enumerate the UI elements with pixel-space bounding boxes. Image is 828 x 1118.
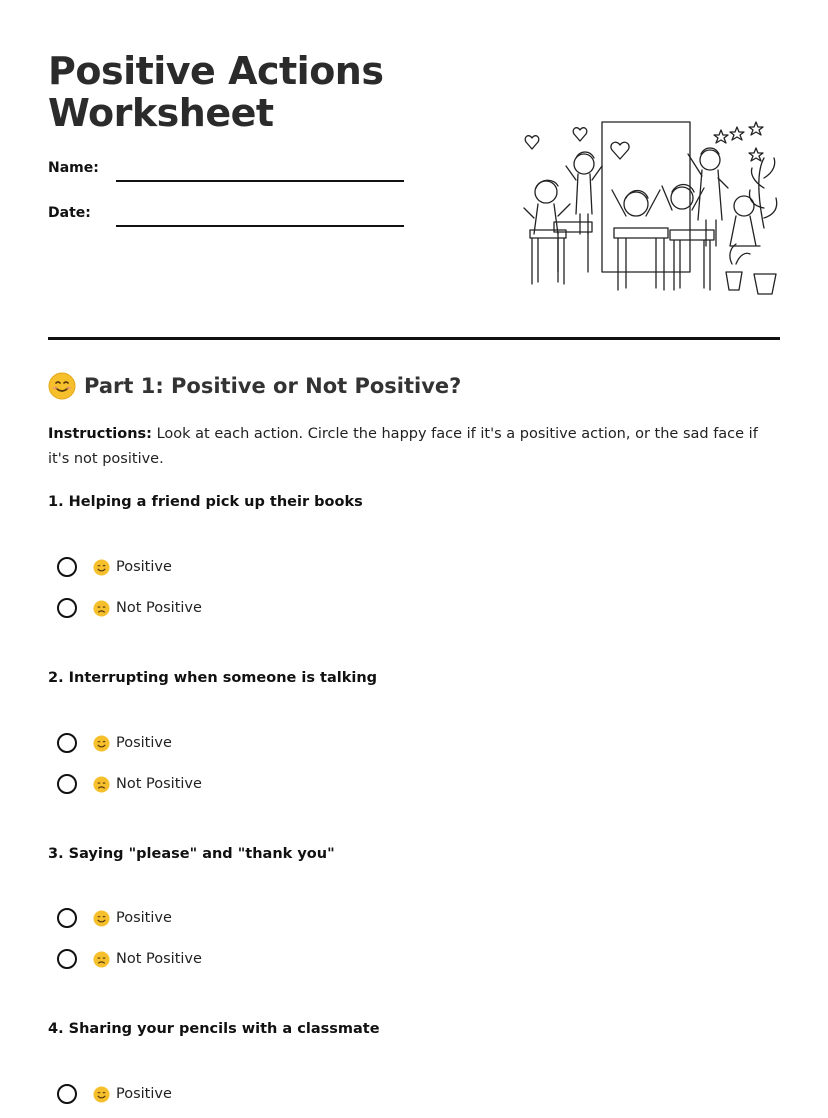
- option-not-positive[interactable]: [57, 949, 202, 969]
- instructions-text: Look at each action. Circle the happy face if it's a positive action, or the sad face if it's not positive.: [48, 426, 758, 467]
- radio-button[interactable]: [57, 598, 77, 618]
- classroom-kids-illustration: [518, 118, 780, 298]
- heart-icon: [573, 128, 587, 141]
- option-label: Not Positive: [116, 600, 202, 616]
- radio-button[interactable]: [57, 557, 77, 577]
- option-label: Not Positive: [116, 776, 202, 792]
- option-positive[interactable]: [57, 1084, 172, 1104]
- page-title: [48, 50, 383, 134]
- star-icon: [730, 127, 744, 140]
- option-not-positive[interactable]: [57, 774, 202, 794]
- radio-button[interactable]: [57, 908, 77, 928]
- star-icon: [714, 130, 728, 143]
- name-label: Name:: [48, 160, 99, 176]
- radio-button[interactable]: [57, 733, 77, 753]
- radio-button[interactable]: [57, 949, 77, 969]
- heart-icon: [611, 142, 629, 159]
- option-label: Positive: [116, 735, 172, 751]
- question-4: 4. Sharing your pencils with a classmate: [48, 1021, 380, 1037]
- instructions-label: Instructions:: [48, 426, 152, 442]
- section-heading-part-1: [48, 372, 461, 400]
- star-icon: [749, 148, 763, 161]
- option-label: Positive: [116, 559, 172, 575]
- smiling-face-icon: [93, 1086, 110, 1103]
- radio-button[interactable]: [57, 1084, 77, 1104]
- date-label: Date:: [48, 205, 91, 221]
- name-field[interactable]: [116, 180, 404, 182]
- smiling-face-icon: [93, 559, 110, 576]
- sad-face-icon: [93, 951, 110, 968]
- star-icon: [749, 122, 763, 135]
- option-not-positive[interactable]: [57, 598, 202, 618]
- heart-icon: [525, 136, 539, 149]
- sad-face-icon: [93, 776, 110, 793]
- sad-face-icon: [93, 600, 110, 617]
- question-3: 3. Saying "please" and "thank you": [48, 846, 335, 862]
- option-label: Positive: [116, 910, 172, 926]
- instructions: [48, 422, 780, 472]
- smiling-face-icon: [48, 372, 76, 400]
- option-positive[interactable]: [57, 733, 172, 753]
- radio-button[interactable]: [57, 774, 77, 794]
- option-label: Not Positive: [116, 951, 202, 967]
- option-positive[interactable]: [57, 908, 172, 928]
- title-line-2: Worksheet: [48, 91, 274, 135]
- title-line-1: Positive Actions: [48, 49, 384, 93]
- section-divider: [48, 337, 780, 340]
- date-field[interactable]: [116, 225, 404, 227]
- option-label: Positive: [116, 1086, 172, 1102]
- option-positive[interactable]: [57, 557, 172, 577]
- question-2: 2. Interrupting when someone is talking: [48, 670, 378, 686]
- question-1: 1. Helping a friend pick up their books: [48, 494, 363, 510]
- smiling-face-icon: [93, 910, 110, 927]
- smiling-face-icon: [93, 735, 110, 752]
- section-heading-text: Part 1: Positive or Not Positive?: [84, 374, 462, 398]
